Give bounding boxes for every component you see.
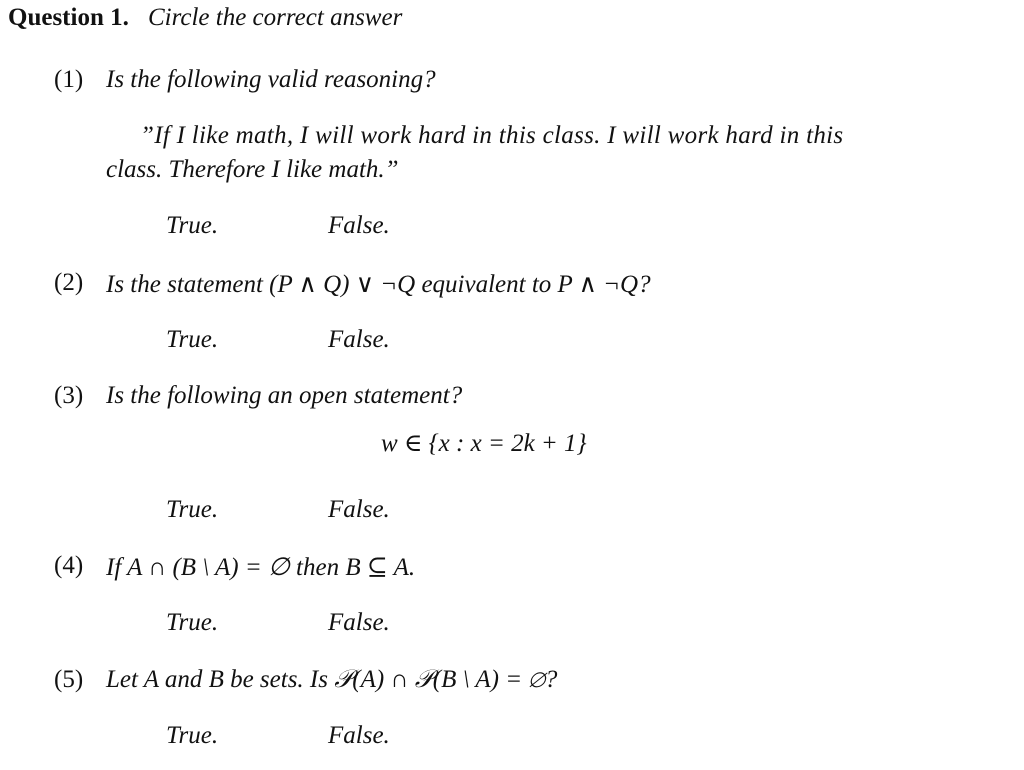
item-1-quote-line1: ”If I like math, I will work hard in this class. I will work hard in this: [140, 122, 844, 149]
item-5-true-option[interactable]: True.: [166, 722, 219, 749]
item-1-number: (1): [54, 66, 84, 93]
item-3-formula: w ∈ {x : x = 2k + 1}: [381, 430, 587, 457]
item-3-prompt: Is the following an open statement?: [106, 382, 463, 409]
item-5-number: (5): [54, 666, 84, 693]
item-2-false-option[interactable]: False.: [328, 326, 390, 353]
item-4-prompt: If A ∩ (B \ A) = ∅ then B ⊆ A.: [106, 554, 416, 581]
item-5-false-option[interactable]: False.: [328, 722, 390, 749]
item-1-quote-line2: class. Therefore I like math.”: [106, 156, 399, 183]
item-1-false-option[interactable]: False.: [328, 212, 390, 239]
item-2-true-option[interactable]: True.: [166, 326, 219, 353]
item-4-true-option[interactable]: True.: [166, 609, 219, 636]
question-header: [8, 4, 402, 32]
item-3-number: (3): [54, 382, 84, 409]
item-3-false-option[interactable]: False.: [328, 496, 390, 523]
item-2-prompt: Is the statement (P ∧ Q) ∨ ¬Q equivalent to P ∧ ¬Q?: [106, 271, 651, 298]
item-4-number: (4): [54, 552, 84, 579]
item-1-prompt: Is the following valid reasoning?: [106, 66, 436, 93]
item-1-true-option[interactable]: True.: [166, 212, 219, 239]
question-instruction: Circle the correct answer: [147, 4, 403, 31]
item-3-true-option[interactable]: True.: [166, 496, 219, 523]
question-label: Question 1.: [8, 4, 129, 31]
item-2-number: (2): [54, 269, 84, 296]
item-5-prompt: Let A and B be sets. Is 𝒫(A) ∩ 𝒫(B \ A) = ∅?: [106, 666, 558, 693]
item-4-false-option[interactable]: False.: [328, 609, 390, 636]
